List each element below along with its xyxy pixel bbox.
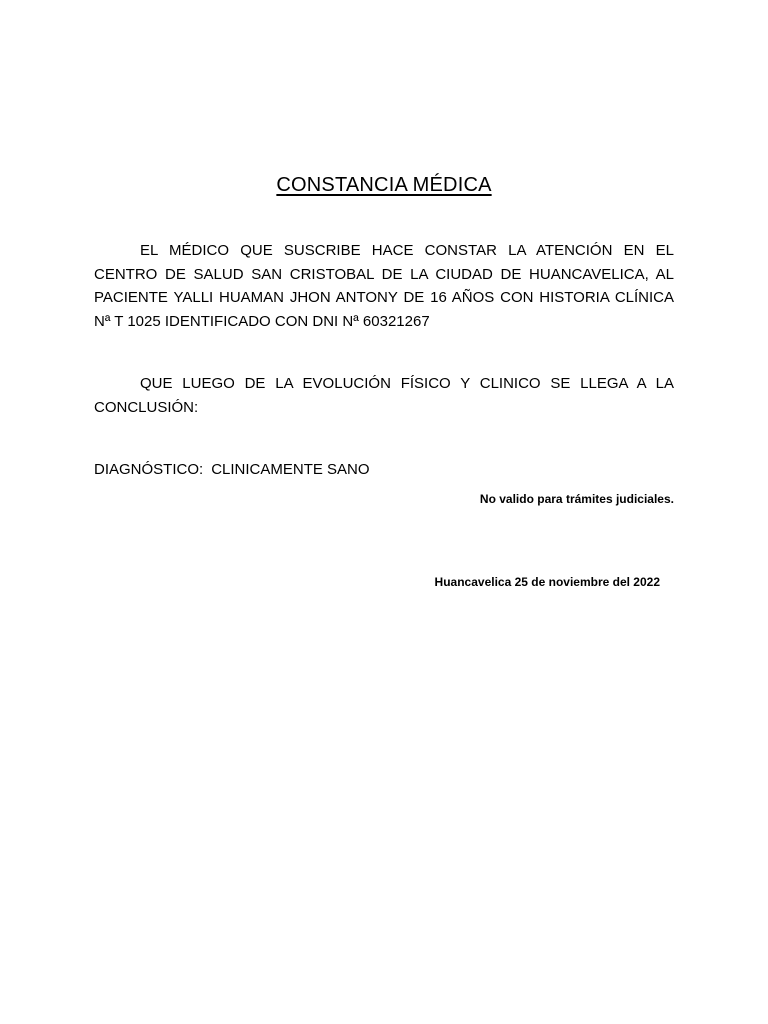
evaluation-paragraph: QUE LUEGO DE LA EVOLUCIÓN FÍSICO Y CLINICO SE LLEGA A LA CONCLUSIÓN: bbox=[94, 375, 674, 416]
place-date-line: Huancavelica 25 de noviembre del 2022 bbox=[434, 575, 660, 589]
validity-note: No valido para trámites judiciales. bbox=[479, 492, 674, 506]
document-title-text: CONSTANCIA MÉDICA bbox=[276, 174, 492, 196]
diagnosis-line bbox=[94, 460, 370, 480]
document-title bbox=[0, 174, 768, 197]
diagnosis-label: DIAGNÓSTICO: bbox=[94, 461, 204, 478]
certification-paragraph: EL MÉDICO QUE SUSCRIBE HACE CONSTAR LA ATENCIÓN EN EL CENTRO DE SALUD SAN CRISTOBAL DE LA CIUDAD DE HUANCAVELICA, AL PACIENTE YALLI HUAMAN JHON ANTONY DE 16 AÑOS CON HISTORIA CLÍNICA Nª T 1025 IDENTIFICADO CON DNI Nª 60321267 bbox=[94, 242, 674, 330]
diagnosis-value: CLINICAMENTE SANO bbox=[211, 461, 370, 478]
